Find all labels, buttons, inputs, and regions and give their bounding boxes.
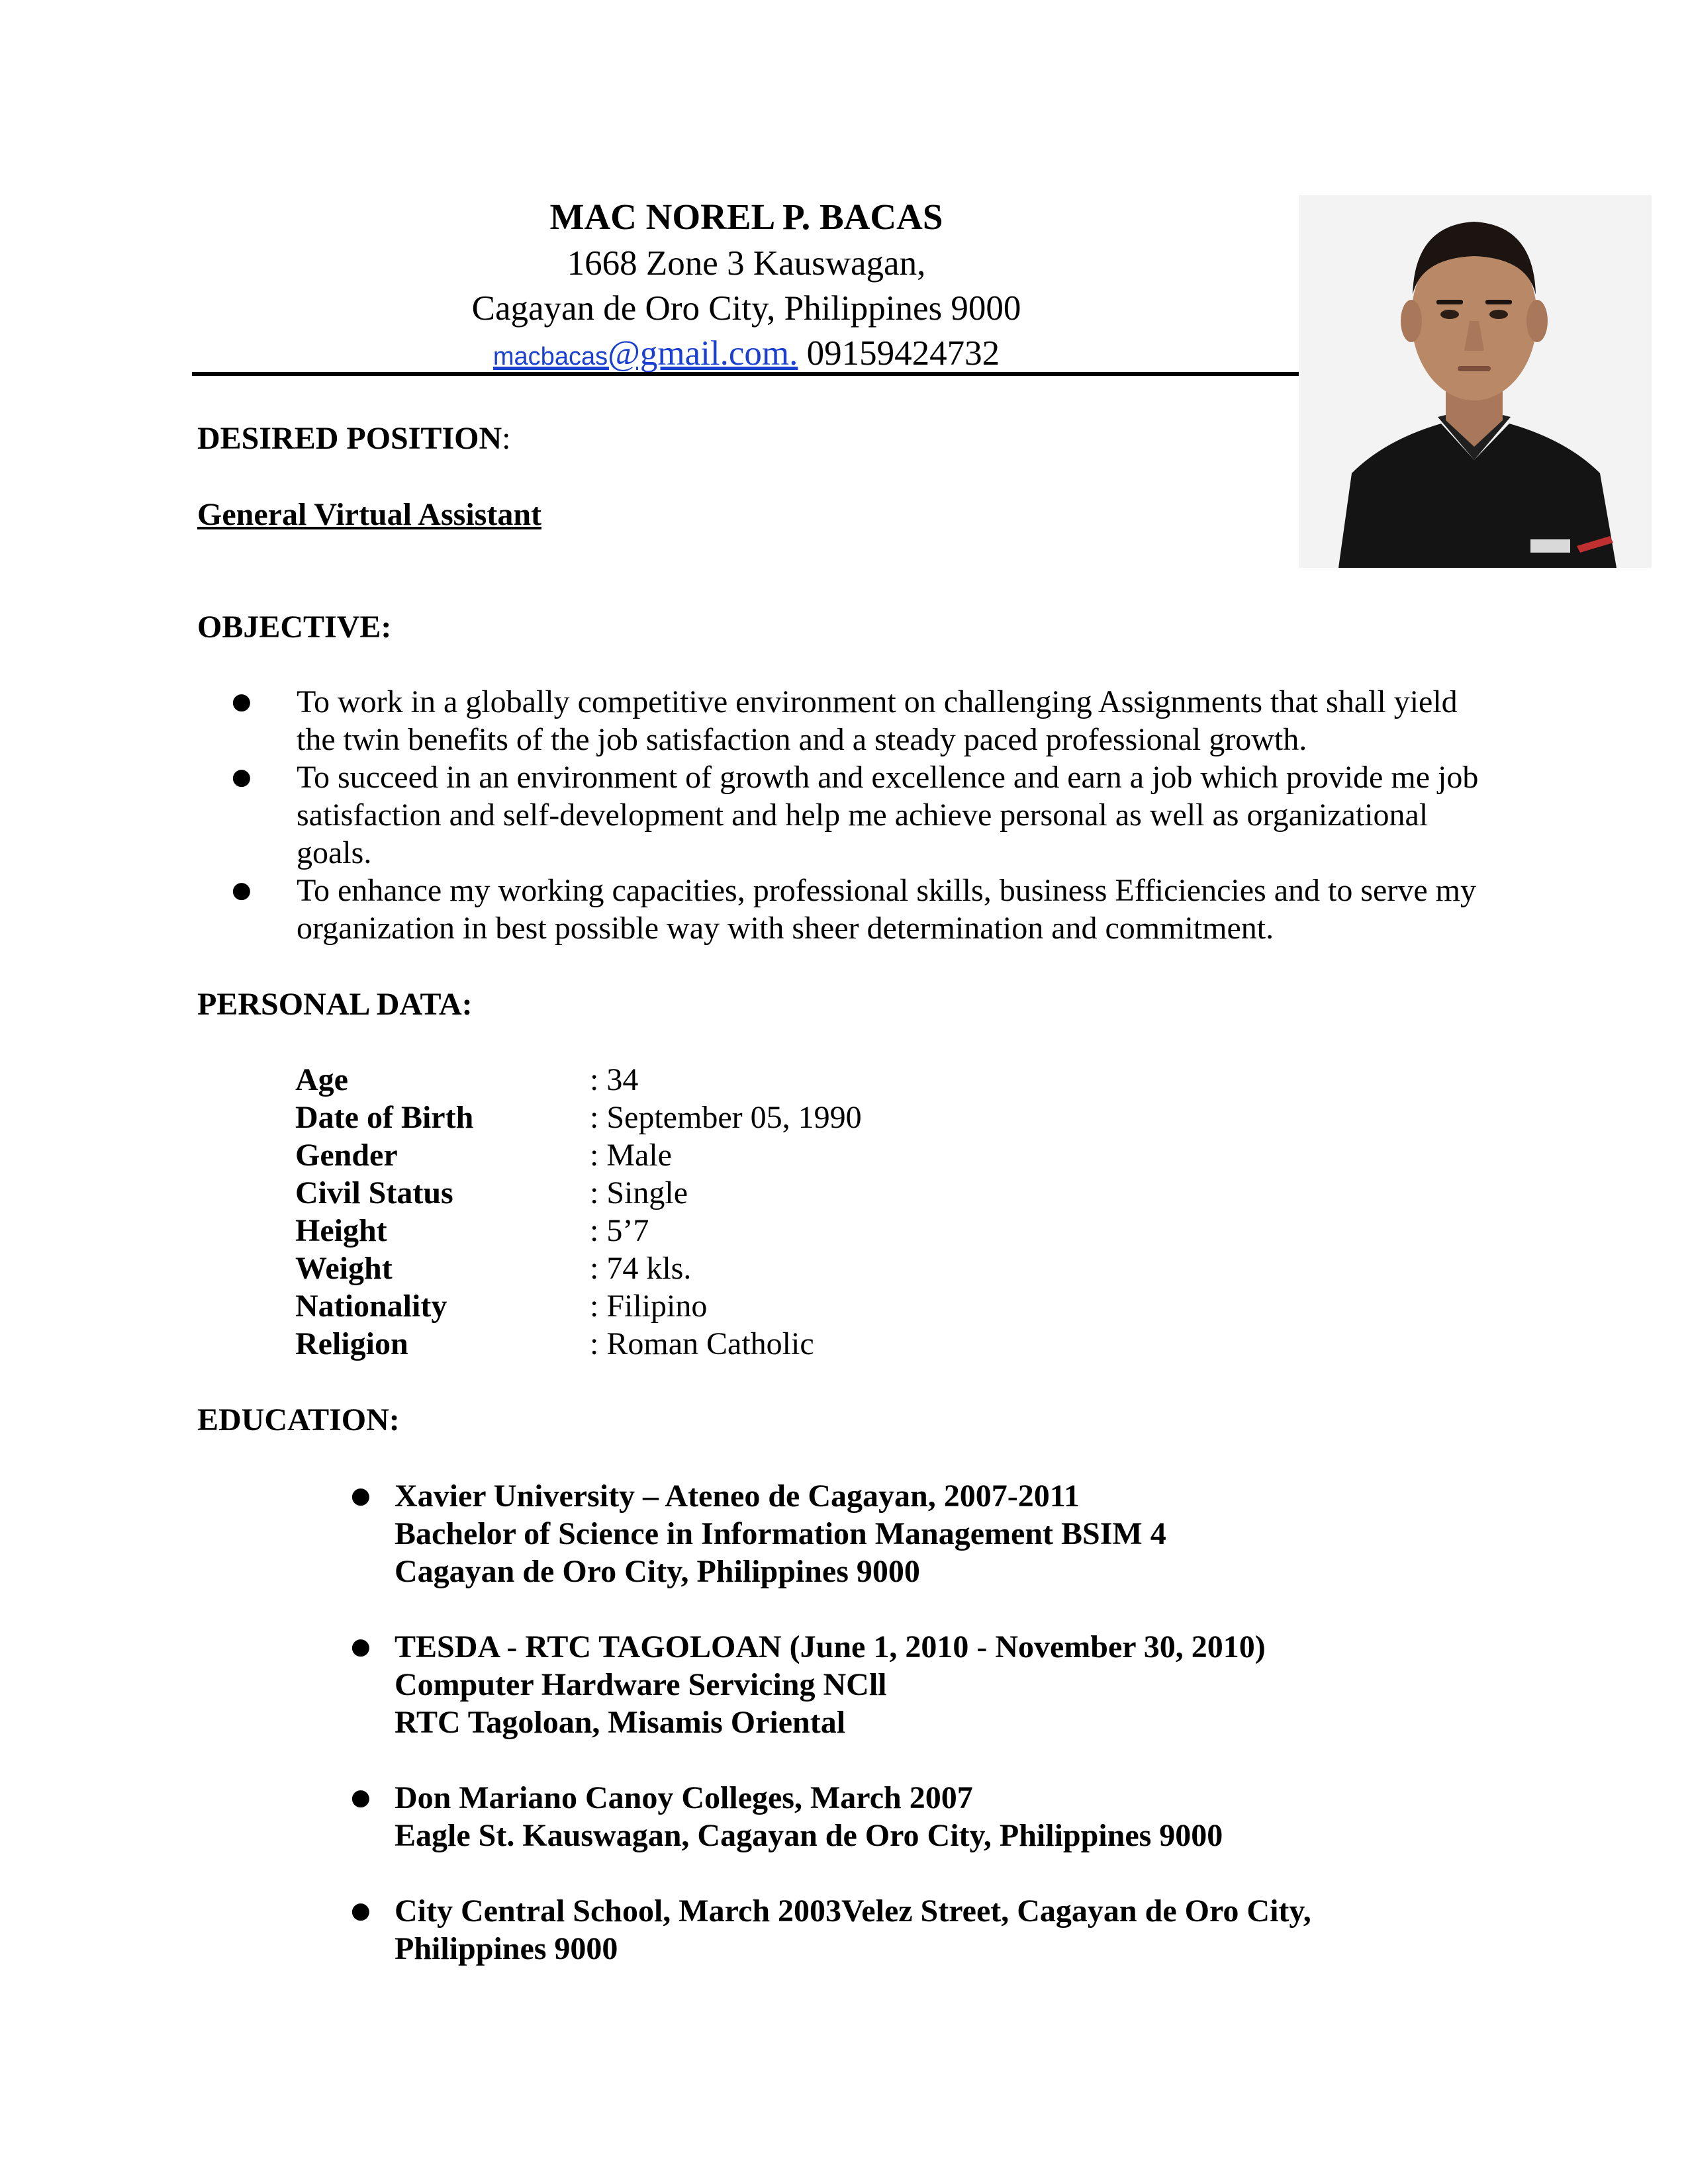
personal-label: Gender [295, 1138, 398, 1173]
personal-row-height [295, 1212, 862, 1250]
portrait-illustration [1299, 195, 1652, 568]
personal-row-nationality [295, 1287, 862, 1325]
education-line: City Central School, March 2003Velez Street, Cagayan de Oro City, [395, 1893, 1311, 1929]
education-item [351, 1779, 1609, 1854]
personal-data-heading: PERSONAL DATA: [197, 987, 473, 1022]
education-line: TESDA - RTC TAGOLOAN (June 1, 2010 - November 30, 2010) [395, 1629, 1266, 1664]
desired-position-colon: : [502, 421, 511, 456]
resume-header [192, 193, 1301, 379]
education-list [351, 1477, 1609, 2005]
personal-value: : Single [590, 1175, 688, 1210]
bullet-icon: ● [351, 1897, 371, 1924]
personal-label: Date of Birth [295, 1100, 474, 1135]
phone-number: 09159424732 [806, 334, 1000, 373]
personal-value: : Male [590, 1138, 672, 1173]
objective-item [232, 872, 1489, 947]
education-line: Computer Hardware Servicing NCll [395, 1667, 887, 1702]
education-line: Eagle St. Kauswagan, Cagayan de Oro City, Philippines 9000 [395, 1818, 1223, 1853]
personal-value: : 34 [590, 1062, 639, 1097]
header-divider [192, 372, 1299, 376]
desired-position-heading [197, 420, 510, 457]
objective-heading: OBJECTIVE: [197, 610, 392, 645]
address-line-1: 1668 Zone 3 Kauswagan, [567, 244, 926, 283]
education-line: RTC Tagoloan, Misamis Oriental [395, 1705, 846, 1740]
personal-label: Religion [295, 1326, 408, 1361]
personal-value: : September 05, 1990 [590, 1100, 862, 1135]
bullet-icon: ● [351, 1784, 371, 1811]
personal-row-birth [295, 1099, 862, 1136]
personal-row-age [295, 1061, 862, 1099]
education-line: Xavier University – Ateneo de Cagayan, 2007-2011 [395, 1479, 1080, 1514]
applicant-name: MAC NOREL P. BACAS [549, 197, 943, 237]
personal-label: Height [295, 1213, 387, 1248]
bullet-icon: ● [232, 688, 252, 715]
objective-item [232, 758, 1489, 872]
personal-value: : 5’7 [590, 1213, 649, 1248]
education-item [351, 1628, 1609, 1741]
personal-row-religion [295, 1325, 862, 1363]
education-line: Don Mariano Canoy Colleges, March 2007 [395, 1780, 973, 1815]
personal-value: : Filipino [590, 1289, 708, 1324]
education-item [351, 1477, 1609, 1590]
personal-row-weight [295, 1250, 862, 1287]
address-line-2: Cagayan de Oro City, Philippines 9000 [471, 289, 1021, 328]
objective-text: To enhance my working capacities, professional skills, business Efficiencies and to serve my organization in best possible way with sheer determination and commitment. [297, 873, 1476, 946]
bullet-icon: ● [351, 1482, 371, 1509]
education-line: Philippines 9000 [395, 1931, 618, 1966]
bullet-icon: ● [351, 1633, 371, 1660]
education-line: Cagayan de Oro City, Philippines 9000 [395, 1554, 920, 1589]
personal-row-civil-status [295, 1174, 862, 1212]
personal-value: : Roman Catholic [590, 1326, 814, 1361]
objective-text: To work in a globally competitive environment on challenging Assignments that shall yield the twin benefits of the job satisfaction and a steady paced professional growth. [297, 684, 1458, 757]
applicant-photo [1299, 195, 1652, 568]
personal-label: Weight [295, 1251, 393, 1286]
email-user: macbacas [492, 343, 608, 371]
bullet-icon: ● [232, 764, 252, 790]
personal-label: Civil Status [295, 1175, 453, 1210]
email-domain: @gmail.com. [608, 334, 798, 373]
personal-label: Age [295, 1062, 348, 1097]
objective-item [232, 683, 1489, 758]
objective-list [232, 683, 1489, 947]
personal-value: : 74 kls. [590, 1251, 692, 1286]
objective-text: To succeed in an environment of growth and excellence and earn a job which provide me job satisfaction and self-development and help me achieve personal as well as organizational goals. [297, 760, 1479, 870]
personal-label: Nationality [295, 1289, 447, 1324]
desired-position-value: General Virtual Assistant [197, 497, 542, 532]
bullet-icon: ● [232, 877, 252, 903]
education-item [351, 1892, 1609, 1968]
email-link[interactable] [493, 334, 798, 373]
personal-data-table [295, 1061, 862, 1363]
education-line: Bachelor of Science in Information Management BSIM 4 [395, 1516, 1166, 1551]
personal-row-gender [295, 1136, 862, 1174]
desired-position-label: DESIRED POSITION [197, 421, 502, 456]
education-heading: EDUCATION: [197, 1402, 400, 1437]
